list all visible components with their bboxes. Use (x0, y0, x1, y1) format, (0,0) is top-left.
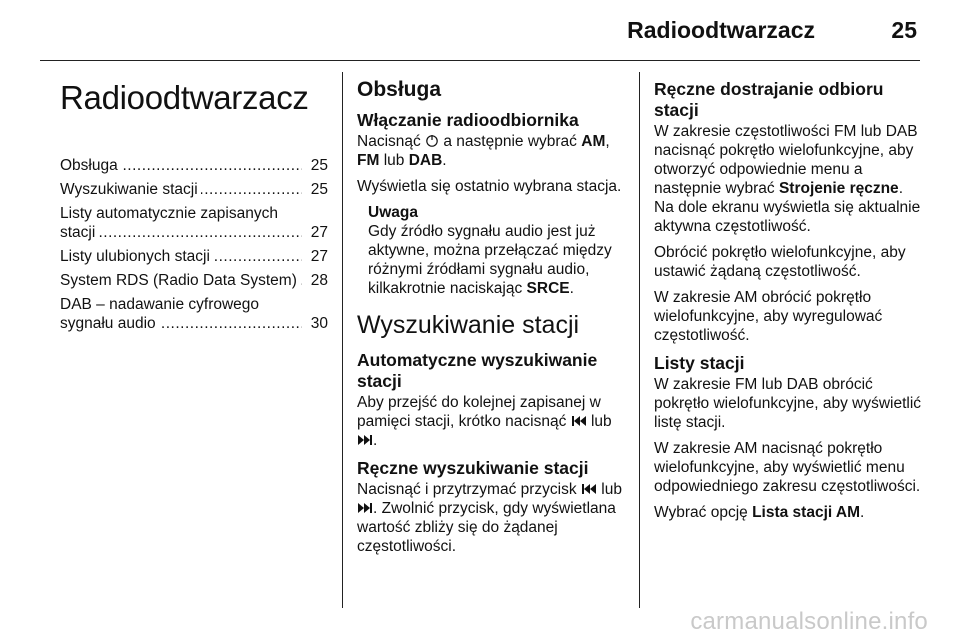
toc-item[interactable] (60, 180, 328, 199)
content-column-3 (654, 62, 924, 529)
paragraph: Nacisnąć a następnie wybrać AM, FM lub DAB. (357, 133, 610, 169)
column-divider (342, 72, 343, 608)
watermark: carmanualsonline.info (690, 608, 928, 635)
paragraph: W zakresie AM nacisnąć pokrętło wielofunkcyjne, aby wyświetlić menu odpowiedniego zakresu częstotliwości. (654, 440, 921, 495)
paragraph: Nacisnąć i przytrzymać przycisk lub . Zwolnić przycisk, gdy wyświetlana wartość zbliży się do żądanej częstotliwości. (357, 481, 622, 555)
toc-page: 27 (302, 223, 328, 242)
toc-label: Obsługa (60, 157, 121, 174)
content-column-2 (357, 62, 629, 563)
toc-label: Wyszukiwanie stacji (60, 181, 201, 198)
toc-label: Listy ulubionych stacji (60, 248, 213, 265)
toc-item[interactable] (60, 204, 328, 242)
toc-page: 25 (302, 180, 328, 199)
page-header (40, 0, 920, 61)
subsection-heading: Listy stacji (654, 353, 745, 373)
seek-forward-icon (357, 502, 373, 514)
paragraph: Wybrać opcję Lista stacji AM. (654, 504, 865, 521)
subsection-heading: Ręczne dostrajanie odbioru stacji (654, 79, 884, 120)
paragraph: W zakresie AM obrócić pokrętło wielofunkcyjne, aby wyregulować częstotliwość. (654, 289, 883, 344)
paragraph: W zakresie częstotliwości FM lub DAB nacisnąć pokrętło wielofunkcyjne, aby otworzyć odpowiednie menu a następnie wybrać Strojenie ręczne. Na dole ekranu wyświetla się aktualnie aktywna częstotliwość. (654, 123, 921, 235)
toc-page: 27 (302, 247, 328, 266)
note-box (357, 203, 629, 298)
paragraph: Obrócić pokrętło wielofunkcyjne, aby ustawić żądaną częstotliwość. (654, 244, 906, 280)
column-divider (639, 72, 640, 608)
section-heading: Obsługa (357, 78, 442, 101)
toc-item[interactable] (60, 247, 328, 266)
note-text: Gdy źródło sygnału audio jest już aktywne, można przełączać między różnymi źródłami sygnału audio, kilkakrotnie naciskając SRCE. (368, 223, 612, 297)
chapter-title: Radioodtwarzacz (60, 79, 309, 116)
toc-item[interactable] (60, 271, 328, 290)
header-title: Radioodtwarzacz (627, 17, 815, 43)
toc-page: 30 (302, 314, 328, 333)
toc-label: DAB – nadawanie cyfrowego sygnału audio (60, 296, 260, 332)
toc-item[interactable] (60, 295, 328, 333)
power-knob-icon (425, 134, 439, 148)
seek-back-icon (581, 483, 597, 495)
toc-label: Listy automatycznie zapisanych stacji (60, 205, 278, 241)
toc-label: System RDS (Radio Data System) (60, 272, 300, 289)
subsection-heading: Ręczne wyszukiwanie stacji (357, 458, 589, 478)
toc-column (60, 62, 328, 338)
section-heading: Wyszukiwanie stacji (357, 311, 580, 339)
note-heading: Uwaga (368, 204, 418, 221)
page-number: 25 (891, 17, 917, 43)
paragraph: Wyświetla się ostatnio wybrana stacja. (357, 178, 622, 195)
toc-list (60, 156, 328, 333)
toc-page: 28 (302, 271, 328, 290)
paragraph: Aby przejść do kolejnej zapisanej w pamięci stacji, krótko nacisnąć lub . (357, 394, 612, 449)
toc-item[interactable] (60, 156, 328, 175)
seek-forward-icon (357, 434, 373, 446)
toc-page: 25 (302, 156, 328, 175)
paragraph: W zakresie FM lub DAB obrócić pokrętło wielofunkcyjne, aby wyświetlić listę stacji. (654, 376, 922, 431)
subsection-heading: Włączanie radioodbiornika (357, 110, 579, 130)
subsection-heading: Automatyczne wyszukiwanie stacji (357, 350, 598, 391)
seek-back-icon (571, 415, 587, 427)
